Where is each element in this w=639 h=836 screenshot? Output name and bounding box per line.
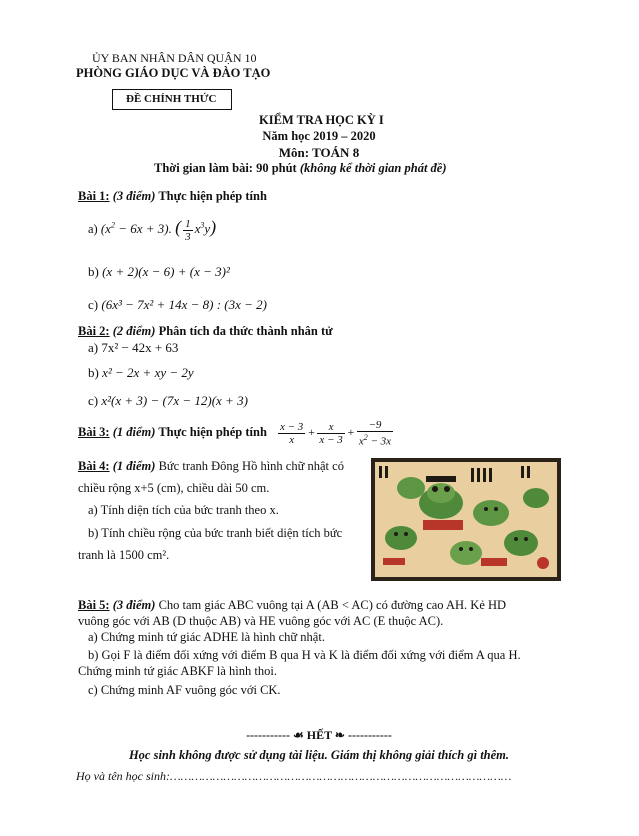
school-year: Năm học 2019 – 2020 — [262, 129, 376, 143]
bai4-a: a) Tính diện tích của bức tranh theo x. — [88, 503, 279, 517]
fraction-one-third: $\frac{1}{3}$ — [185, 217, 191, 243]
footer-note: Học sinh không được sử dụng tài liệu. Giám thị không giải thích gì thêm. — [128, 748, 510, 762]
bai4-line1 — [78, 459, 344, 474]
time-line — [154, 161, 447, 176]
bai3-heading — [78, 425, 267, 440]
department-name: PHÒNG GIÁO DỤC VÀ ĐÀO TẠO — [76, 66, 271, 80]
end-marker: ----------- ☙ HẾT ❧ ----------- — [246, 728, 392, 742]
bai4-line2: chiều rộng x+5 (cm), chiều dài 50 cm. — [78, 481, 270, 495]
time-note: (không kể thời gian phát đề) — [299, 161, 447, 175]
bai3-task: Thực hiện phép tính — [158, 425, 267, 439]
bai3-label: Bài 3: — [78, 425, 110, 439]
bai2-b — [88, 365, 194, 381]
bai5-line1 — [78, 598, 506, 613]
bai1-c — [88, 297, 267, 313]
bai4-label: Bài 4: — [78, 459, 110, 473]
bai2-c-label: c) — [88, 393, 99, 408]
bai1-label: Bài 1: — [78, 189, 110, 203]
bai4-b1: b) Tính chiều rộng của bức tranh biết diện tích bức — [88, 526, 343, 540]
bai5-points: (3 điểm) — [112, 598, 156, 612]
bai5-text1: Cho tam giác ABC vuông tại A (AB < AC) có đường cao AH. Kẻ HD — [158, 598, 507, 612]
bai4-points: (1 điểm) — [112, 459, 156, 473]
bai4-b2: tranh là 1500 cm². — [78, 548, 170, 562]
bai1-c-label: c) — [88, 297, 99, 312]
bai2-c-expr: x²(x + 3) − (7x − 12)(x + 3) — [101, 393, 248, 408]
bai1-b-label: b) — [88, 264, 99, 279]
bai2-a: a) 7x² − 42x + 63 — [88, 340, 179, 355]
bai1-b — [88, 264, 230, 280]
bai1-c-expr: (6x³ − 7x² + 14x − 8) : (3x − 2) — [101, 297, 267, 312]
bai3-expression: $\frac{x - 3}{x}$ + $\frac{x}{x - 3}$ + $\frac{-9}{x^2 - 3x}$ — [280, 419, 392, 448]
bai2-points: (2 điểm) — [112, 324, 156, 338]
official-label: ĐỀ CHÍNH THỨC — [126, 93, 217, 105]
bai1-a — [88, 217, 216, 243]
subject: Môn: TOÁN 8 — [278, 145, 360, 160]
bai1-b-expr: (x + 2)(x − 6) + (x − 3)² — [102, 264, 230, 279]
bai5-b1: b) Gọi F là điểm đối xứng với điểm B qua H và K là điểm đối xứng với điểm A qua H. — [88, 648, 521, 662]
student-name-line: Họ và tên học sinh:…………………………………………………………………………………… — [76, 769, 512, 783]
bai3-points: (1 điểm) — [112, 425, 156, 439]
bai1-heading — [78, 189, 267, 204]
frog-painting-illustration — [371, 458, 561, 581]
bai5-line2: vuông góc với AB (D thuộc AB) và HE vuông góc với AC (E thuộc AC). — [78, 614, 444, 628]
bai2-b-expr: x² − 2x + xy − 2y — [102, 365, 194, 380]
bai2-heading — [78, 324, 333, 339]
bai1-a-label: a) — [88, 222, 98, 236]
bai5-c: c) Chứng minh AF vuông góc với CK. — [88, 683, 281, 697]
bai4-text1: Bức tranh Đông Hồ hình chữ nhật có — [158, 459, 344, 473]
time-label: Thời gian làm bài: 90 phút — [154, 161, 297, 175]
committee-name: ỦY BAN NHÂN DÂN QUẬN 10 — [92, 51, 257, 65]
bai2-task: Phân tích đa thức thành nhân tử — [158, 324, 333, 338]
bai1-a-expr: $(x^2 - 6x + 3)$. ( $\frac{1}{3}$ $x^3y$) — [100, 217, 217, 243]
bai2-b-label: b) — [88, 365, 99, 380]
bai2-c — [88, 393, 248, 409]
bai1-points: (3 điểm) — [112, 189, 156, 203]
exam-title: KIỂM TRA HỌC KỲ I — [259, 113, 384, 127]
bai5-a: a) Chứng minh tứ giác ADHE là hình chữ nhật. — [88, 630, 325, 644]
bai5-label: Bài 5: — [78, 598, 110, 612]
dong-ho-painting — [371, 458, 561, 581]
bai2-label: Bài 2: — [78, 324, 110, 338]
bai1-task: Thực hiện phép tính — [158, 189, 267, 203]
bai5-b2: Chứng minh tứ giác ABKF là hình thoi. — [78, 664, 277, 678]
